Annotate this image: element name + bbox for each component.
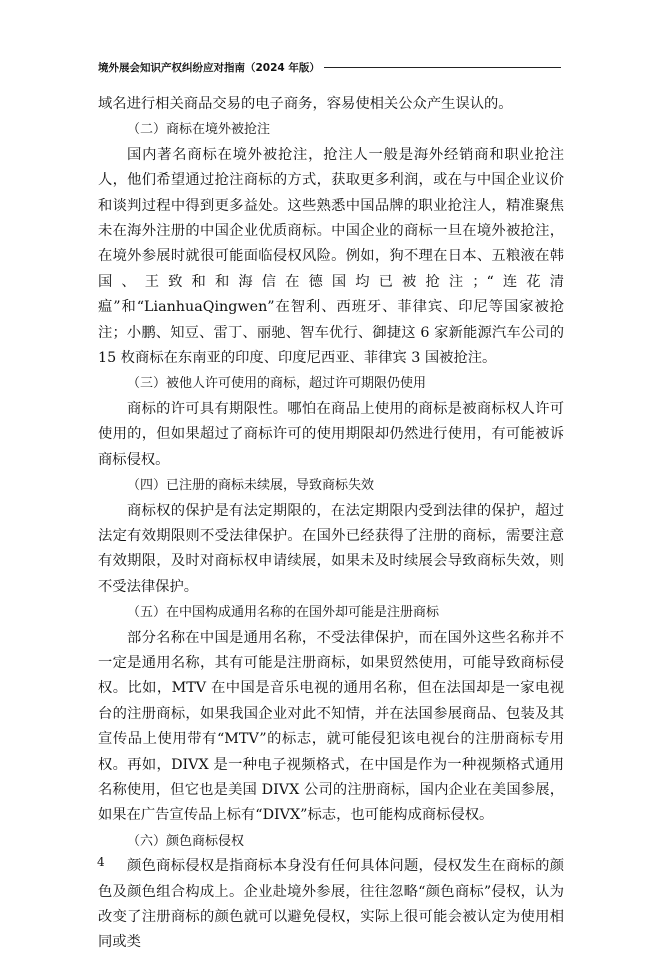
continuation-paragraph: 域名进行相关商品交易的电子商务，容易使相关公众产生误认的。: [98, 96, 513, 112]
paragraph-color-trademark: 颜色商标侵权是指商标本身没有任何具体问题，侵权发生在商标的颜色及颜色组合构成上。企业赴境外参展，往往忽略“颜色商标”侵权，认为改变了注册商标的颜色就可以避免侵权，实际上很可能会被认定为使用相同或类: [98, 858, 564, 951]
section-heading-6: （六）颜色商标侵权: [127, 833, 245, 849]
section-heading-3: （三）被他人许可使用的商标，超过许可期限仍使用: [127, 376, 427, 392]
section-heading-5: （五）在中国构成通用名称的在国外却可能是注册商标: [127, 605, 440, 621]
page-number: 4: [97, 855, 105, 869]
page-header: [98, 58, 561, 76]
paragraph-trademark-squatting: 国内著名商标在境外被抢注，抢注人一般是海外经销商和职业抢注人，他们希望通过抢注商标的方式，获取更多利润，或在与中国企业议价和谈判过程中得到更多益处。这些熟悉中国品牌的职业抢注人，精准聚焦未在海外注册的中国企业优质商标。中国企业的商标一旦在境外被抢注，在境外参展时就很可能面临侵权风险。例如，狗不理在日本、五粮液在韩国、王致和和海信在德国均已被抢注；“连花清瘟”和“LianhuaQingwen”在智利、西班牙、菲律宾、印尼等国家被抢注；小鹏、知豆、雷丁、丽驰、智车优行、御捷这 6 家新能源汽车公司的 15 枚商标在东南亚的印度、印度尼西亚、菲律宾 3 国被抢注。: [98, 146, 564, 367]
header-title: 境外展会知识产权纠纷应对指南（2024 年版）: [98, 61, 320, 74]
paragraph-renewal: 商标权的保护是有法定期限的，在法定期限内受到法律的保护，超过法定有效期限则不受法律保护。在国外已经获得了注册的商标，需要注意有效期限，及时对商标权申请续展，如果未及时续展会导致商标失效，则不受法律保护。: [98, 502, 564, 595]
paragraph-generic-names: 部分名称在中国是通用名称，不受法律保护，而在国外这些名称并不一定是通用名称，其有可能是注册商标，如果贸然使用，可能导致商标侵权。比如，MTV 在中国是音乐电视的通用名称，但在法国却是一家电视台的注册商标，如果我国企业对此不知情，并在法国参展商品、包装及其宣传品上使用带有“MTV”的标志，就可能侵犯该电视台的注册商标专用权。再如，DIVX 是一种电子视频格式，在中国是作为一种视频格式通用名称使用，但它也是美国 DIVX 公司的注册商标，国内企业在美国参展，如果在广告宣传品上标有“DIVX”标志，也可能构成商标侵权。: [98, 629, 564, 824]
section-heading-2: （二）商标在境外被抢注: [127, 122, 271, 138]
document-body: [98, 92, 564, 956]
section-heading-4: （四）已注册的商标未续展，导致商标失效: [127, 478, 375, 494]
header-rule: [324, 67, 561, 68]
paragraph-license-period: 商标的许可具有期限性。哪怕在商品上使用的商标是被商标权人许可使用的，但如果超过了商标许可的使用期限却仍然进行使用，有可能被诉商标侵权。: [98, 400, 564, 468]
